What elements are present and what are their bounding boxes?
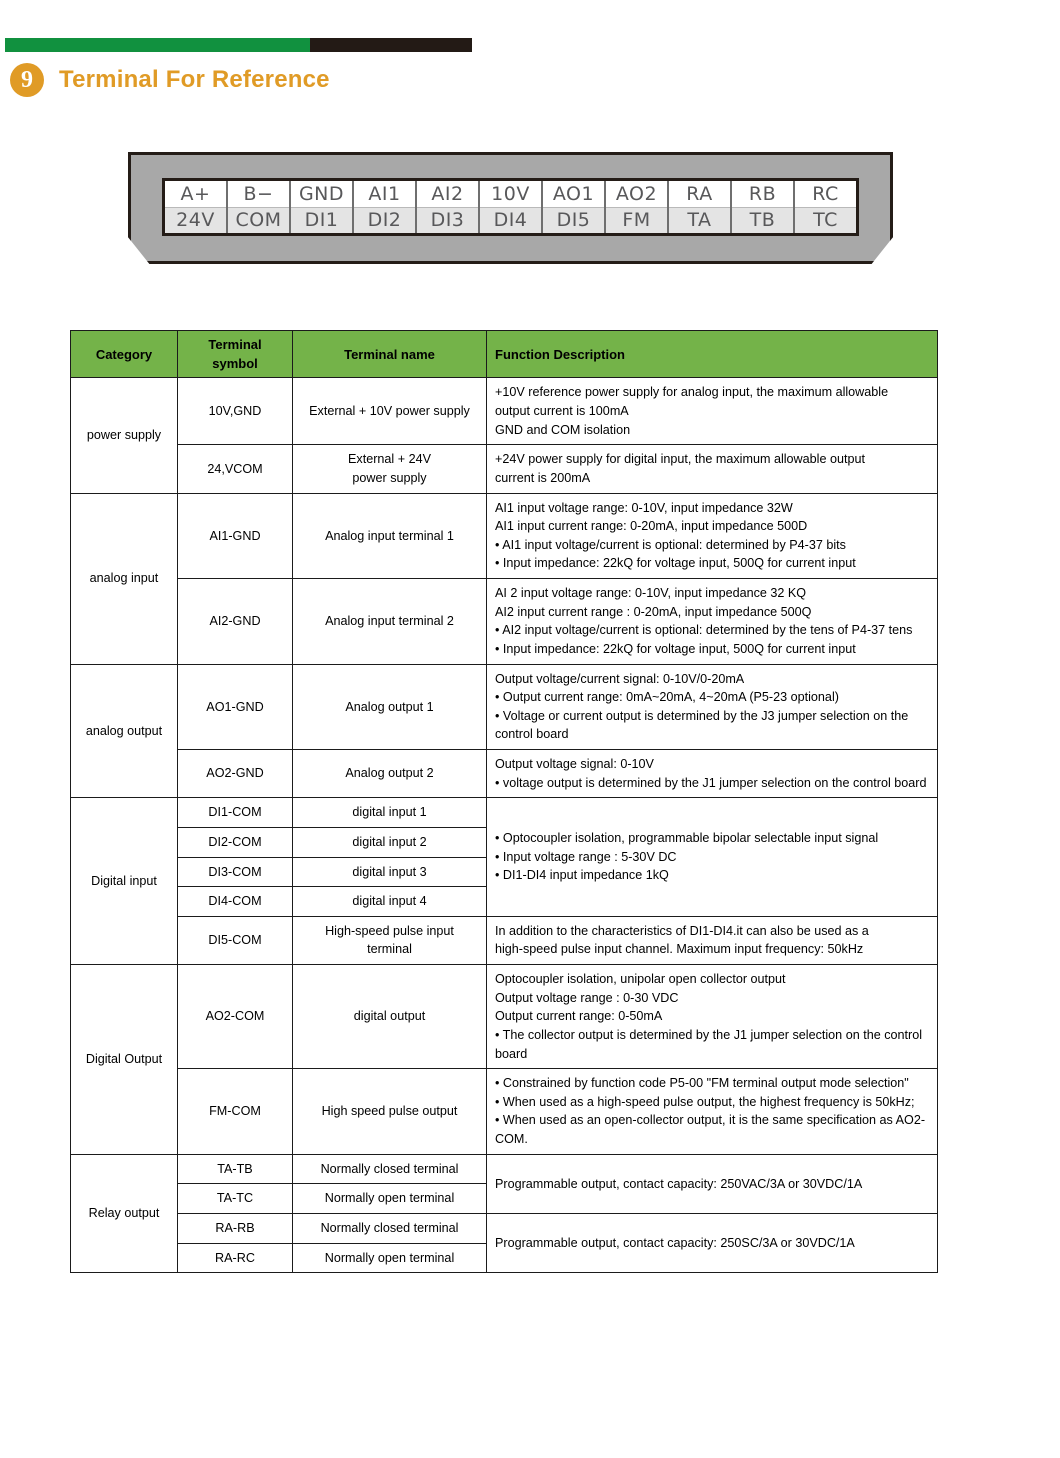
cell-terminal-symbol: AO2-GND	[178, 750, 293, 798]
cell-terminal-symbol: AO2-COM	[178, 965, 293, 1069]
description-line: GND and COM isolation	[495, 422, 631, 437]
terminal-column	[291, 181, 354, 233]
terminal-column	[417, 181, 480, 233]
table-row	[71, 445, 938, 493]
table-row	[71, 916, 938, 964]
description-line: • Output current range: 0mA~20mA, 4~20mA (P5-23 optional)	[495, 690, 839, 705]
table-header	[71, 331, 938, 378]
cell-function-description	[487, 750, 938, 798]
table-row	[71, 1154, 938, 1184]
cell-terminal-name: High speed pulse output	[293, 1069, 487, 1155]
cell-terminal-name: digital input 4	[293, 887, 487, 917]
cell-function-description	[487, 579, 938, 665]
description-line: • Input impedance: 22kQ for voltage input, 500Q for current input	[495, 641, 856, 656]
table-row	[71, 1213, 938, 1243]
column-header-terminal-name: Terminal name	[293, 331, 487, 378]
cell-terminal-name: Normally closed terminal	[293, 1154, 487, 1184]
table-header-row	[71, 331, 938, 378]
terminal-label-top: AO2	[606, 181, 667, 208]
column-header-category: Category	[71, 331, 178, 378]
section-heading	[10, 58, 330, 102]
cell-terminal-symbol: DI4-COM	[178, 887, 293, 917]
terminal-column	[228, 181, 291, 233]
cell-category: power supply	[71, 378, 178, 493]
description-line: Programmable output, contact capacity: 250VAC/3A or 30VDC/1A	[495, 1176, 863, 1191]
cell-terminal-symbol: TA-TB	[178, 1154, 293, 1184]
terminal-label-bottom: COM	[228, 208, 289, 234]
table-row	[71, 1069, 938, 1155]
description-line: • AI2 input voltage/current is optional: determined by the tens of P4-37 tens	[495, 623, 913, 638]
header-bar-green-segment	[5, 38, 310, 52]
description-line: • The collector output is determined by the J1 jumper selection on the control board	[495, 1027, 923, 1061]
description-line: • DI1-DI4 input impedance 1kQ	[495, 868, 669, 883]
table-body	[71, 378, 938, 1273]
cell-function-description	[487, 378, 938, 445]
cell-terminal-name: Analog input terminal 2	[293, 579, 487, 665]
cell-terminal-name: High-speed pulse input terminal	[293, 916, 487, 964]
description-line: output current is 100mA	[495, 404, 629, 419]
cell-terminal-symbol: 10V,GND	[178, 378, 293, 445]
cell-terminal-symbol: RA-RC	[178, 1243, 293, 1273]
terminal-label-top: RA	[669, 181, 730, 208]
terminal-label-bottom: TB	[732, 208, 793, 234]
cell-terminal-name: Normally open terminal	[293, 1184, 487, 1214]
description-line: Output voltage range : 0-30 VDC	[495, 990, 679, 1005]
description-line: Output voltage/current signal: 0-10V/0-20mA	[495, 671, 745, 686]
terminal-label-top: AI2	[417, 181, 478, 208]
table-row	[71, 493, 938, 579]
description-line: Programmable output, contact capacity: 250SC/3A or 30VDC/1A	[495, 1235, 855, 1250]
header-bar-dark-segment	[310, 38, 472, 52]
terminal-label-bottom: DI4	[480, 208, 541, 234]
cell-function-description	[487, 1213, 938, 1272]
cell-terminal-name: digital output	[293, 965, 487, 1069]
terminal-label-strip	[162, 178, 859, 236]
cell-function-description	[487, 1154, 938, 1213]
description-line: • When used as an open-collector output, it is the same specification as AO2-COM.	[495, 1113, 926, 1147]
description-line: Optocoupler isolation, unipolar open collector output	[495, 972, 786, 987]
terminal-label-top: RC	[795, 181, 856, 208]
terminal-label-bottom: DI5	[543, 208, 604, 234]
description-line: Output current range: 0-50mA	[495, 1009, 663, 1024]
cell-terminal-symbol: FM-COM	[178, 1069, 293, 1155]
terminal-label-bottom: DI2	[354, 208, 415, 234]
terminal-label-bottom: TC	[795, 208, 856, 234]
cell-terminal-name: digital input 2	[293, 827, 487, 857]
section-number-badge: 9	[10, 63, 44, 97]
cell-terminal-name: External + 24V power supply	[293, 445, 487, 493]
cell-terminal-symbol: DI1-COM	[178, 798, 293, 828]
cell-terminal-symbol: DI3-COM	[178, 857, 293, 887]
cell-terminal-symbol: DI5-COM	[178, 916, 293, 964]
page-title: Terminal For Reference	[59, 66, 330, 93]
description-line: • Input impedance: 22kQ for voltage input, 500Q for current input	[495, 556, 856, 571]
cell-function-description	[487, 493, 938, 579]
terminal-label-bottom: DI1	[291, 208, 352, 234]
header-accent-bar	[5, 38, 472, 52]
cell-category: Digital Output	[71, 965, 178, 1155]
terminal-label-bottom: TA	[669, 208, 730, 234]
cell-category: Relay output	[71, 1154, 178, 1273]
description-line: • Voltage or current output is determined by the J3 jumper selection on the control board	[495, 708, 909, 742]
description-line: • Constrained by function code P5-00 "FM terminal output mode selection"	[495, 1076, 909, 1091]
terminal-column	[354, 181, 417, 233]
table-row	[71, 664, 938, 750]
table-row	[71, 798, 938, 828]
cell-terminal-name: digital input 3	[293, 857, 487, 887]
terminal-column	[480, 181, 543, 233]
terminal-label-top: A+	[165, 181, 226, 208]
description-line: AI 2 input voltage range: 0-10V, input impedance 32 KQ	[495, 586, 807, 601]
cell-category: analog output	[71, 664, 178, 798]
column-header-terminal-symbol: Terminal symbol	[178, 331, 293, 378]
description-line: AI2 input current range : 0-20mA, input impedance 500Q	[495, 604, 812, 619]
cell-function-description	[487, 1069, 938, 1155]
cell-function-description	[487, 445, 938, 493]
cell-function-description	[487, 664, 938, 750]
terminal-column	[669, 181, 732, 233]
terminal-column	[165, 181, 228, 233]
cell-category: analog input	[71, 493, 178, 664]
cell-terminal-name: Normally closed terminal	[293, 1213, 487, 1243]
table-row	[71, 579, 938, 665]
description-line: • When used as a high-speed pulse output, the highest frequency is 50kHz;	[495, 1094, 915, 1109]
table-row	[71, 378, 938, 445]
cell-terminal-name: External + 10V power supply	[293, 378, 487, 445]
terminal-label-top: RB	[732, 181, 793, 208]
cell-category: Digital input	[71, 798, 178, 965]
description-line: high-speed pulse input channel. Maximum input frequency: 50kHz	[495, 942, 864, 957]
cell-terminal-symbol: AI1-GND	[178, 493, 293, 579]
table-row	[71, 750, 938, 798]
terminal-label-bottom: FM	[606, 208, 667, 234]
description-line: • Input voltage range : 5-30V DC	[495, 849, 677, 864]
terminal-column	[606, 181, 669, 233]
terminal-column	[795, 181, 856, 233]
cell-function-description	[487, 916, 938, 964]
table-row	[71, 965, 938, 1069]
description-line: • AI1 input voltage/current is optional: determined by P4-37 bits	[495, 537, 846, 552]
description-line: In addition to the characteristics of DI1-DI4.it can also be used as a	[495, 923, 869, 938]
terminal-label-bottom: 24V	[165, 208, 226, 234]
description-line: • voltage output is determined by the J1 jumper selection on the control board	[495, 775, 927, 790]
terminal-specification-table	[70, 330, 938, 1273]
cell-terminal-symbol: RA-RB	[178, 1213, 293, 1243]
cell-terminal-symbol: AO1-GND	[178, 664, 293, 750]
cell-function-description	[487, 798, 938, 917]
cell-function-description	[487, 965, 938, 1069]
terminal-label-top: GND	[291, 181, 352, 208]
description-line: Output voltage signal: 0-10V	[495, 757, 654, 772]
description-line: AI1 input current range: 0-20mA, input impedance 500D	[495, 519, 808, 534]
cell-terminal-name: Analog output 2	[293, 750, 487, 798]
cell-terminal-name: Normally open terminal	[293, 1243, 487, 1273]
terminal-label-top: B−	[228, 181, 289, 208]
terminal-column	[732, 181, 795, 233]
cell-terminal-symbol: DI2-COM	[178, 827, 293, 857]
terminal-label-top: 10V	[480, 181, 541, 208]
cell-terminal-name: digital input 1	[293, 798, 487, 828]
description-line: +10V reference power supply for analog input, the maximum allowable	[495, 385, 889, 400]
column-header-function-description: Function Description	[487, 331, 938, 378]
cell-terminal-symbol: AI2-GND	[178, 579, 293, 665]
description-line: AI1 input voltage range: 0-10V, input impedance 32W	[495, 500, 793, 515]
cell-terminal-name: Analog input terminal 1	[293, 493, 487, 579]
cell-terminal-symbol: 24,VCOM	[178, 445, 293, 493]
description-line: +24V power supply for digital input, the maximum allowable output	[495, 452, 865, 467]
cell-terminal-symbol: TA-TC	[178, 1184, 293, 1214]
terminal-label-top: AI1	[354, 181, 415, 208]
cell-terminal-name: Analog output 1	[293, 664, 487, 750]
terminal-block-diagram	[128, 152, 893, 264]
description-line: current is 200mA	[495, 470, 591, 485]
terminal-label-bottom: DI3	[417, 208, 478, 234]
terminal-label-top: AO1	[543, 181, 604, 208]
terminal-column	[543, 181, 606, 233]
description-line: • Optocoupler isolation, programmable bipolar selectable input signal	[495, 831, 879, 846]
